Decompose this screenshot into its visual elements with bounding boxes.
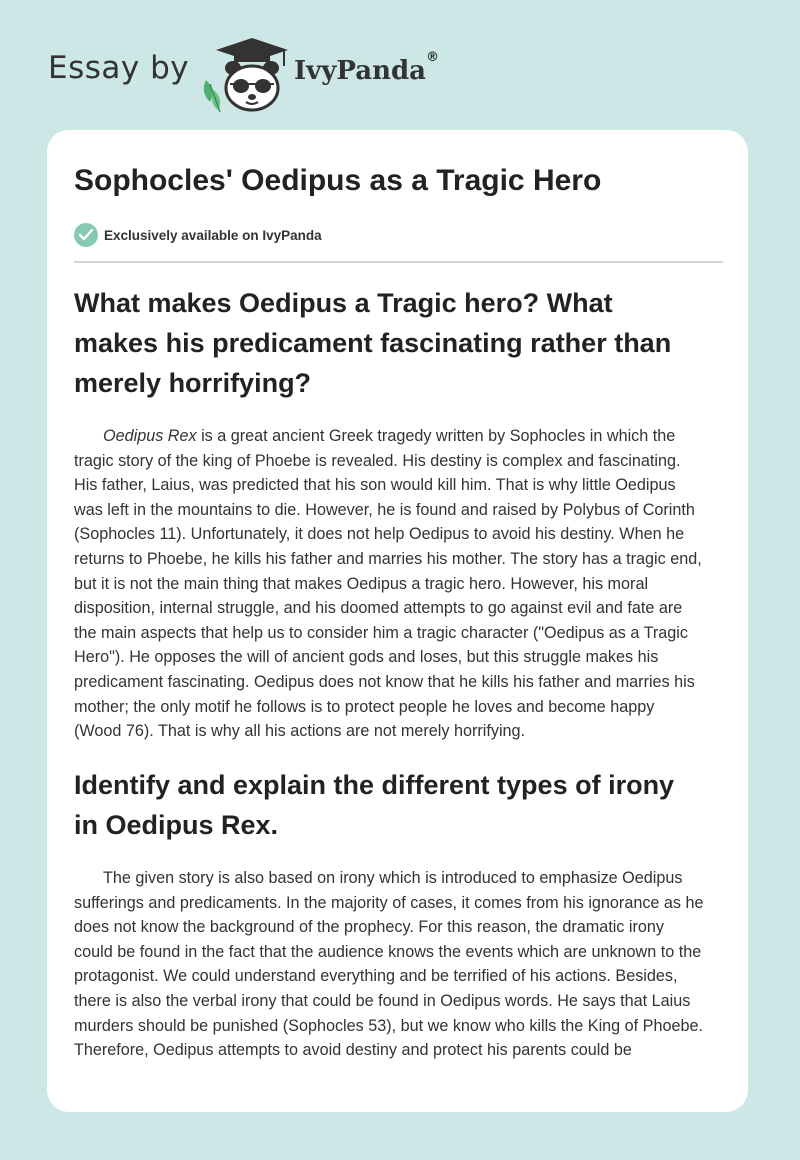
- site-header: [48, 34, 548, 114]
- paragraph-line: The given story is also based on irony which is introduced to emphasize Oedipus: [103, 869, 683, 887]
- checkmark-icon: [74, 223, 98, 247]
- divider: [74, 261, 723, 263]
- panda-graduate-logo-icon: [200, 34, 292, 114]
- exclusive-badge-label: Exclusively available on IvyPanda: [104, 227, 322, 243]
- paragraph-line: was left in the mountains to die. However, he is found and raised by Polybus of Corinth: [74, 500, 695, 519]
- paragraph-line: there is also the verbal irony that could be found in Oedipus words. He says that Laius: [74, 991, 691, 1010]
- paragraph-line: protagonist. We could understand everything and be terrified of his actions. Besides,: [74, 967, 678, 986]
- heading-line: merely horrifying?: [74, 368, 312, 398]
- paragraph-line: Oedipus Rex is a great ancient Greek tragedy written by Sophocles in which the: [103, 427, 676, 445]
- exclusive-badge: [74, 222, 322, 248]
- paragraph-line: (Wood 76). That is why all his actions are not merely horrifying.: [74, 722, 526, 741]
- paragraph-line: murders should be punished (Sophocles 53), but we know who kills the King of Phoebe.: [74, 1016, 703, 1035]
- paragraph-line: sufferings and predicaments. In the majority of cases, it comes from his ignorance as he: [74, 893, 704, 912]
- essay-card: [47, 130, 748, 1112]
- paragraph-line: does not know the background of the prophecy. For this reason, the dramatic irony: [74, 918, 664, 937]
- heading-line: makes his predicament fascinating rather than: [74, 328, 672, 358]
- paragraph-line: mother; the only motif he follows is to protect people he loves and become happy: [74, 697, 655, 716]
- section-heading: [74, 765, 723, 845]
- paragraph-line: disposition, internal struggle, and his doomed attempts to go against evil and fate are: [74, 599, 683, 618]
- heading-line: What makes Oedipus a Tragic hero? What: [74, 288, 613, 318]
- paragraph-line: predicament fascinating. Oedipus does not know that he kills his father and marries his: [74, 672, 695, 691]
- essay-by-label: Essay by: [48, 50, 190, 86]
- body-paragraph: [74, 424, 702, 744]
- paragraph-line: the main aspects that help us to consider him a tragic character ("Oedipus as a Tragic: [74, 623, 688, 642]
- brand-name[interactable]: IvyPanda®: [294, 50, 440, 86]
- paragraph-line: tragic story of the king of Phoebe is revealed. His destiny is complex and fascinating.: [74, 451, 681, 470]
- paragraph-line: but it is not the main thing that makes Oedipus a tragic hero. However, his moral: [74, 574, 649, 593]
- paragraph-line: Hero"). He opposes the will of ancient gods and loses, but this struggle makes his: [74, 648, 659, 667]
- paragraph-line: Therefore, Oedipus attempts to avoid destiny and protect his parents could be: [74, 1041, 632, 1060]
- heading-line: in Oedipus Rex.: [74, 810, 279, 840]
- paragraph-line: returns to Phoebe, he kills his father and marries his mother. The story has a tragic end,: [74, 549, 702, 568]
- page-title: Sophocles' Oedipus as a Tragic Hero: [74, 164, 602, 197]
- paragraph-line: His father, Laius, was predicted that his son would kill him. That is why little Oedipus: [74, 476, 676, 495]
- registered-mark: ®: [426, 50, 440, 65]
- heading-line: Identify and explain the different types of irony: [74, 770, 675, 800]
- paragraph-line: could be found in the fact that the audience knows the events which are unknown to the: [74, 942, 702, 961]
- section-heading: [74, 283, 723, 403]
- paragraph-line: (Sophocles 11). Unfortunately, it does not help Oedipus to avoid his destiny. When he: [74, 525, 685, 544]
- body-paragraph: [74, 866, 704, 1063]
- work-title: Oedipus Rex: [103, 427, 197, 445]
